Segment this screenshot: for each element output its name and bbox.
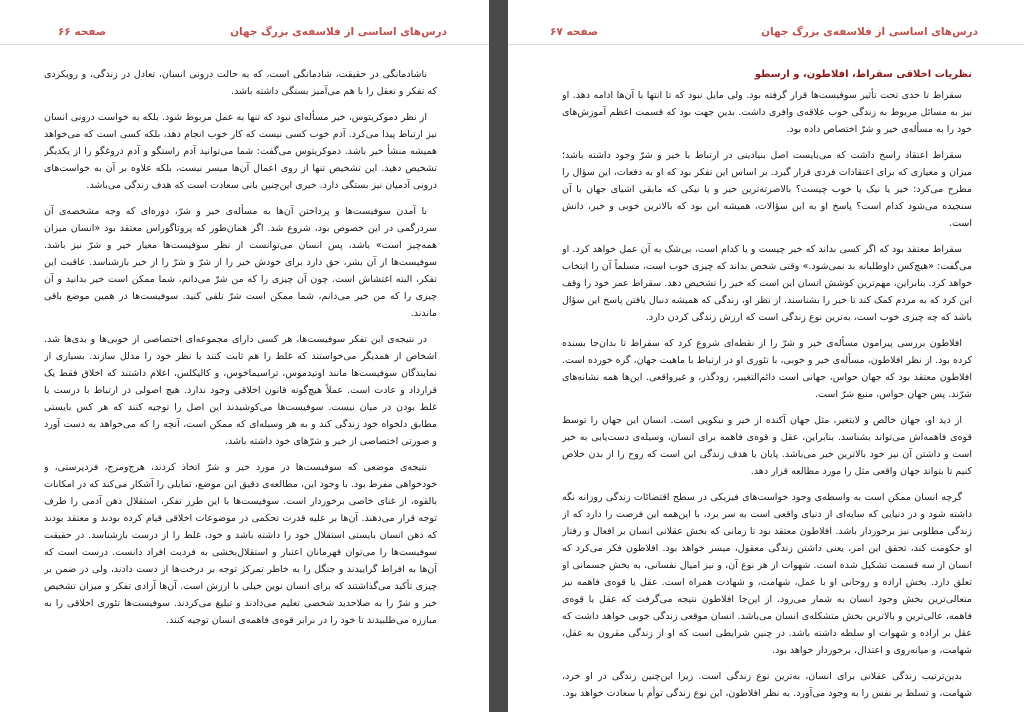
- right-page-number: صفحه ۶۷: [550, 26, 599, 38]
- right-page-header: [508, 26, 1024, 45]
- right-paragraph-3: سقراط معتقد بود که اگر کسی بداند که خیر چیست و یا کدام است، بی‌شک به آن عمل خواهد کرد. او می‌گفت: «هیچ‌کس داوطلبانه بد نمی‌شود.» وقتی شخص بداند که چیزی خوب است، مسلماً آن را انتخاب خواهد کرد. بنابراین، مهم‌ترین کوشش انسان این است که خیر را تشخیص دهد. سقراط عمر خود را وقف این کرد که به مردم کمک کند تا خیر را بشناسند. از نظر او، زندگی که همیشه دنبال یافتن پاسخ این سؤال باشد که چه چیزی خوب است، به‌ترین نوع زندگی است که ارزش زندگی کردن دارد.: [562, 244, 972, 323]
- right-paragraph-2: سقراط اعتقاد راسخ داشت که می‌بایست اصل بنیادینی در ارتباط با خیر و شرّ وجود داشته باشد؛ میزان و معیاری که برای اعتقادات فردی قرار گیرد. بر اساس این تفکر بود که او به دفعات، این سؤال را مطرح می‌کرد: خیر یا نیک یا خوب چیست؟ بالاصرته‌ترین خیر و یا نیکی که مابقی اشیای جهان با آن سنجیده می‌شود کدام است؟ پاسخ او به این سؤالات، همیشه این بود که بالاترین خوبی و خیر، دانش است.: [562, 150, 972, 229]
- left-paragraph-1: ناشادمانگی در حقیقت، شادمانگی است، که به حالت درونی انسان، تعادل در زندگی، و رویکردی که تفکر و تعقل را با هم می‌آمیز بستگی داشته باشد.: [44, 69, 437, 97]
- left-page: [0, 0, 489, 712]
- right-paragraph-4: افلاطون بررسی پیرامون مسأله‌ی خیر و شرّ را از نقطه‌ای شروع کرد که سقراط تا بدان‌جا بسنده کرده بود. از نظر افلاطون، مسأله‌ی خیر و خوبی، با تئوری او در ارتباط با ماهیت جهان، گره خورده است. افلاطون معتقد بود که جهان حواس، جهانی است دائم‌التغییر، زودگذر، و غیرواقعی. این‌ها همه نشانه‌های شرّند. پس جهان حواس، منبع شرّ است.: [562, 338, 972, 400]
- right-paragraph-6: گرچه انسان ممکن است به واسطه‌ی وجود خواست‌های فیزیکی در سطح اقتضائات زندگی روزانه نگه داشته شود و در دنیایی که سایه‌ای از دنیای واقعی است به سر برد، با این‌همه این فرصت را دارد که از زندگی مطلوبی نیز برخوردار باشد. افلاطون معتقد بود تا زمانی که بخش عقلانی انسان بر افعال و رفتار او حکومت کند، تحقق این امر، یعنی داشتن زندگی معقول، میسر خواهد بود. افلاطون فکر می‌کرد که انسان از سه قسمت تشکیل شده است. شهوات از هر نوع آن، و نیز امیال نفسانی، به بخش جسمانی او تعلق دارد. بخش اراده و روحانی او با عمل، شهامت، و شهادت همراه است. عقل یا قوه‌ی فاهمه نیز متعالی‌ترین بخش وجود انسان به شمار می‌رود. از این‌جا افلاطون نتیجه می‌گرفت که عقل یا قوه‌ی فاهمه، عالی‌ترین و بالاترین بخش متشکله‌ی انسان می‌باشد. انسان موقعی زندگی خوبی خواهد داشت که عقل بر اراده و شهوات او سلطه داشته باشد. در چنین شرایطی است که او از زندگی مقرون به عقل، شهامت، و میانه‌روی و اعتدال، برخوردار خواهد بود.: [562, 492, 972, 656]
- right-paragraph-1: سقراط تا حدی تحت تأثیر سوفیست‌ها قرار گرفته بود. ولی مایل نبود که تا انتها با آن‌ها ادامه دهد. او نیز به مسائل مربوط به زندگی خوب علاقه‌ی وافری داشت. بدین جهت بود که قسمت اعظم آموزش‌های خود را به مسأله‌ی خیر و شرّ اختصاص داده بود.: [562, 90, 972, 135]
- left-paragraph-4: در نتیجه‌ی این تفکر سوفیست‌ها، هر کسی دارای مجموعه‌ای اختصاصی از خوبی‌ها و بدی‌ها شد. اشخاص از همدیگر می‌خواستند که غلط را هم ثابت کنند یا نظر خود را مدلل سازند. بسیاری از نمایندگان سوفیست‌ها مانند اوتیدموس، تراسیماخوس، و کالیکلس، اعلام داشتند که اخلاق فقط یک قرارداد و عادت است. عملاً هیچ‌گونه قانون اخلاقی وجود ندارد. هیچ اصولی در ارتباط با درست یا غلط بودن در میان نیست. سوفیست‌ها می‌کوشیدند این اصل را توجیه کنند که هر کس بایستی مطابق دلخواه خود زندگی کند و به هر وسیله‌ای که ممکن است، آنچه را که می‌خواهد به دست آورد و صورتی اختصاصی از خیر و شرّهای خود داشته باشد.: [44, 334, 437, 447]
- left-header-title: درس‌های اساسی از فلاسفه‌ی بزرگ جهان: [230, 26, 447, 38]
- right-paragraph-7: بدین‌ترتیب زندگی عقلانی برای انسان، به‌ترین نوع زندگی است. زیرا این‌چنین زندگی در او خرد، شهامت، و تسلط بر نفس را به وجود می‌آورد. به نظر افلاطون، این نوع زندگی توأم با سعادت خواهد بود.: [562, 671, 972, 699]
- left-page-body: [44, 66, 437, 704]
- left-paragraph-2: از نظر دموکریتوس، خیر مسأله‌ای نبود که تنها به عمل مربوط شود. بلکه به خواست درونی انسان نیز ارتباط پیدا می‌کرد. آدم خوب کسی نیست که کار خوب انجام دهد، بلکه کسی است که می‌خواهد همیشه منشأ خیر باشد. دموکریتوس می‌گفت: شما می‌توانید آدم راستگو و آدم دروغگو را از یکدیگر تشخیص دهید. این تشخیص تنها از روی اعمال آن‌ها میسر نیست، بلکه علاوه بر آن به خواست‌های درونی آدمیان نیز بستگی دارد. خیری این‌چنین بانی سعادت است که هدف زندگی می‌باشد.: [44, 112, 437, 191]
- left-paragraph-5: نتیجه‌ی موضعی که سوفیست‌ها در مورد خیر و شرّ اتخاذ کردند، هرج‌ومرج، فردپرستی، و خودخواهی مفرط بود. با وجود این، مطالعه‌ی دقیق این موضع، تمایلی را آشکار می‌کند که در امکانات بالقوه، از غنای خاصی برخوردار است. سوفیست‌ها با این طرز تفکر، استقلال ذهن آدمی را طرف توجه قرار می‌دهند. آن‌ها بر علیه قدرت تحکمی در موضوعات اخلاقی قیام کرده بودند و معتقد بودند که ذهن انسان بایستی استقلال خود را داشته باشد و خود، غلط را از درست بازشناسد. در حقیقت سوفیست‌ها را می‌توان قهرمانان اعتبار و استقلال‌بخشی به فردیت افراد دانست. درست است که آن‌ها به افراط گراییدند و جنگل را به خاطر تمرکز توجه بر درخت‌ها از دست دادند، ولی در ضمن بر چیزی تأکید می‌گذاشتند که برای انسان نوین خیلی با ارزش است. آن‌ها آزادی تفکر و میزان تشخیص خیر و شرّ را به صلاحدید شخصی تعلیم می‌دادند و تبلیغ می‌کردند. سوفیست‌ها تئوری اخلاقی را به مبارزه می‌طلبیدند تا خود را در برابر قوه‌ی فاهمه‌ی انسان توجیه کنند.: [44, 462, 437, 626]
- section-heading: نظریات اخلاقی سقراط، افلاطون، و ارسطو: [754, 69, 972, 80]
- left-page-number: صفحه ۶۶: [58, 26, 107, 38]
- right-paragraph-5: از دید او، جهان خالص و لایتغیر، مثل جهان آکنده از خیر و نیکویی است. انسان این جهان را توسط قوه‌ی فاهمه‌اش می‌تواند بشناسد. بنابراین، عقل و قوه‌ی فاهمه برای انسان، وسیله‌ی دست‌یابی به خیر است و داشتن آن نیز خود بالاترین خیر می‌باشد. پایان یا هدف زندگی این است که روح را از بدن خلاص کنیم تا بتواند جهان واقعی مثل را مورد مطالعه قرار دهد.: [562, 415, 972, 477]
- left-paragraph-3: با آمدن سوفیست‌ها و پرداختن آن‌ها به مسأله‌ی خیر و شرّ، دوره‌ای که وجه مشخصه‌ی آن سردرگمی در این خصوص بود، شروع شد. اگر همان‌طور که پروتاگوراس معتقد بود «انسان میزان همه‌چیز است» باشد، پس انسان می‌توانست از نظر سوفیست‌ها معیار خیر و شرّ نیز باشد. سوفیست‌ها از آن بشر، حق دارد برای خودش خیر را از شرّ و شرّ را از خیر بازشناسد. عاقبت این تفکر، البته اغتشاش است. چون آن چیزی را که من شرّ می‌دانم، شما ممکن است خیر بدانید و آن چیزی را که من خیر می‌دانم، شما ممکن است شرّ تلقی کنید. سوفیست‌ها در همین موضع باقی ماندند.: [44, 206, 437, 319]
- right-page-body: [562, 66, 972, 704]
- left-page-header: [0, 26, 489, 45]
- right-header-title: درس‌های اساسی از فلاسفه‌ی بزرگ جهان: [761, 26, 978, 38]
- right-page: [508, 0, 1024, 712]
